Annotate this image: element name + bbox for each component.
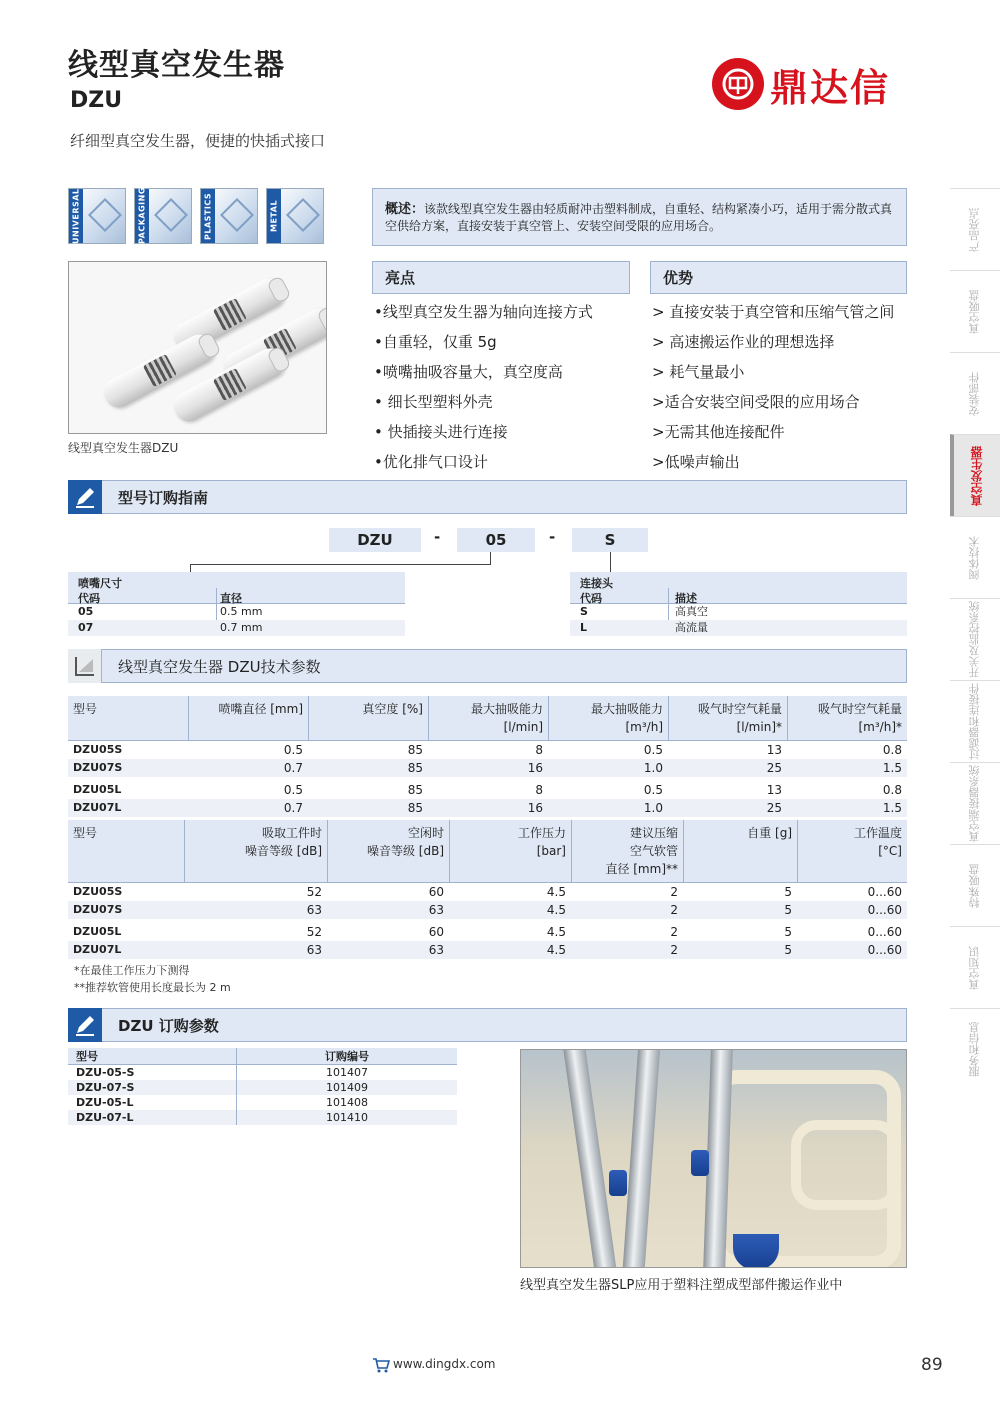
list-item: •线型真空发生器为轴向连接方式 xyxy=(374,303,593,321)
brand-logo xyxy=(712,58,890,110)
sidebar-item-service[interactable]: 服务和信息 xyxy=(950,1008,1000,1090)
order-params-title: DZU 订购参数 xyxy=(118,1016,219,1035)
table-row: DZU05L 52 60 4.5 2 5 0...60 xyxy=(73,925,902,939)
material-metal-icon: METAL xyxy=(266,188,324,244)
table-row: DZU-07-L 101410 xyxy=(68,1110,457,1125)
list-item: • 细长型塑料外壳 xyxy=(374,393,493,411)
material-icons xyxy=(68,188,324,244)
material-plastics-icon: PLASTICS xyxy=(200,188,258,244)
table-row: DZU-07-S 101409 xyxy=(68,1080,457,1095)
sidebar-item-end-effectors[interactable]: 真空端接器系统 xyxy=(950,762,1000,844)
material-packaging-icon: PACKAGING xyxy=(134,188,192,244)
page-subtitle: 纤细型真空发生器，便捷的快插式接口 xyxy=(70,132,326,150)
table-row: DZU05S 52 60 4.5 2 5 0...60 xyxy=(73,885,902,899)
code-dash: - xyxy=(434,528,441,546)
highlights-header: 亮点 xyxy=(372,261,630,294)
sidebar-item-switches[interactable]: 开关及监控系统 xyxy=(950,598,1000,680)
chapter-sidebar xyxy=(950,188,1000,1090)
table-row: S 高真空 xyxy=(580,605,708,618)
code-part-nozzle: 05 xyxy=(457,528,535,552)
ordering-guide-header xyxy=(68,480,907,514)
tech-params-title: 线型真空发生器 DZU技术参数 xyxy=(118,657,321,676)
order-params-header xyxy=(68,1008,907,1042)
list-item: >低噪声输出 xyxy=(652,453,740,471)
sidebar-item-special-cups[interactable]: 特殊吸盘 xyxy=(950,844,1000,926)
tech-params-header xyxy=(68,649,907,683)
code-part-series: DZU xyxy=(329,528,421,552)
sidebar-item-valves[interactable]: 阀体技术 xyxy=(950,516,1000,598)
logo-text: 鼎达信 xyxy=(770,65,891,110)
overview-label: 概述： xyxy=(385,202,425,217)
table-row: L 高流量 xyxy=(570,620,907,636)
connector-table: 连接头 代码 描述 S 高真空 L 高流量 xyxy=(570,572,907,636)
table-row: DZU07L 0.7 85 16 1.0 25 1.5 xyxy=(68,799,907,817)
advantages-list xyxy=(652,297,894,477)
list-item: •优化排气口设计 xyxy=(374,453,488,471)
tech-table-1: 型号 喷嘴直径 [mm] 真空度 [%] 最大抽吸能力 [l/min] 最大抽吸能力 [m³/h] 吸气时空气耗量 [l/min]* 吸气时空气耗量 [m³/h]* DZU05S 0.5 85 8 0.5 13 0.8 DZU07S 0.7 85 16 1.0 25 1.5 DZU05L 0.5 85 8 0.5 13 0.8 DZU07L 0.7 85 16 1.0 25 1.5 xyxy=(68,696,907,817)
table-notes xyxy=(74,962,231,996)
table-row: DZU07L 63 63 4.5 2 5 0...60 xyxy=(68,941,907,959)
order-table: 型号 订购编号 DZU-05-S 101407 DZU-07-S 101409 DZU-05-L 101408 DZU-07-L 101410 xyxy=(68,1048,457,1125)
list-item: > 耗气量最小 xyxy=(652,363,745,381)
list-item: > 直接安装于真空管和压缩气管之间 xyxy=(652,303,895,321)
table-row: DZU05L 0.5 85 8 0.5 13 0.8 xyxy=(73,783,902,797)
sidebar-item-filters[interactable]: 过滤器和连接件 xyxy=(950,680,1000,762)
list-item: • 快插接头进行连接 xyxy=(374,423,508,441)
page-title: 线型真空发生器 xyxy=(68,48,285,83)
table-row: DZU07S 63 63 4.5 2 5 0...60 xyxy=(68,901,907,919)
list-item: >无需其他连接配件 xyxy=(652,423,785,441)
overview-text: 该款线型真空发生器由轻质耐冲击塑料制成，自重轻、结构紧凑小巧，适用于需分散式真空供给方案，直接安装于真空管上、安装空间受限的应用场合。 xyxy=(385,202,893,233)
page-number: 89 xyxy=(921,1355,943,1375)
table-row: DZU07S 0.7 85 16 1.0 25 1.5 xyxy=(68,759,907,777)
footnote: **推荐软管使用长度最长为 2 m xyxy=(74,981,231,994)
list-item: > 高速搬运作业的理想选择 xyxy=(652,333,835,351)
footnote: *在最佳工作压力下测得 xyxy=(74,964,190,977)
list-item: •喷嘴抽吸容量大，真空度高 xyxy=(374,363,563,381)
ordering-guide-title: 型号订购指南 xyxy=(118,488,209,507)
footer-url[interactable]: www.dingdx.com xyxy=(393,1357,496,1371)
material-universal-icon: UNIVERSAL xyxy=(68,188,126,244)
logo-mark-icon xyxy=(712,58,764,110)
model-name: DZU xyxy=(70,88,123,113)
code-part-connector: S xyxy=(572,528,648,552)
sidebar-item-suction-cups[interactable]: 真空吸盘 xyxy=(950,270,1000,352)
table-row: DZU-05-S 101407 xyxy=(68,1065,457,1080)
highlights-list xyxy=(374,297,593,477)
code-dash: - xyxy=(549,528,556,546)
list-item: >适合安装空间受限的应用场合 xyxy=(652,393,860,411)
sidebar-item-highlights[interactable]: 产品亮点 xyxy=(950,188,1000,270)
sidebar-item-vacuum-generators[interactable]: 真空发生器 xyxy=(950,434,1000,516)
table-row: DZU-05-L 101408 xyxy=(68,1095,457,1110)
product-photo-caption: 线型真空发生器DZU xyxy=(68,441,179,455)
nozzle-table: 喷嘴尺寸 代码 直径 05 0.5 mm 07 0.7 mm xyxy=(68,572,405,636)
tech-table-2: 型号 吸取工件时 噪音等级 [dB] 空闲时 噪音等级 [dB] 工作压力 [bar] 建议压缩 空气软管 直径 [mm]** 自重 [g] 工作温度 [°C] DZU05S 52 60 4.5 2 5 0...60 DZU07S 63 63 4.5 2 5 0...60 DZU05L 52 60 4.5 2 5 0...60 DZU07L 63 63 4.5 2 5 0...60 xyxy=(68,820,907,959)
product-photo xyxy=(68,261,327,434)
grid-icon xyxy=(68,649,102,683)
application-photo-caption: 线型真空发生器SLP应用于塑料注塑成型部件搬运作业中 xyxy=(520,1278,843,1293)
table-row: 05 0.5 mm xyxy=(78,605,263,618)
table-row: 07 0.7 mm xyxy=(68,620,405,636)
list-item: •自重轻，仅重 5g xyxy=(374,333,497,351)
table-row: DZU05S 0.5 85 8 0.5 13 0.8 xyxy=(73,743,902,757)
application-photo xyxy=(520,1049,907,1268)
sidebar-item-knowledge[interactable]: 真空知识 xyxy=(950,926,1000,1008)
cart-icon xyxy=(372,1356,390,1374)
overview-box xyxy=(372,188,907,246)
sidebar-item-mounting[interactable]: 安装部件 xyxy=(950,352,1000,434)
pen-icon xyxy=(68,480,102,514)
pen-icon xyxy=(68,1008,102,1042)
advantages-header: 优势 xyxy=(650,261,907,294)
